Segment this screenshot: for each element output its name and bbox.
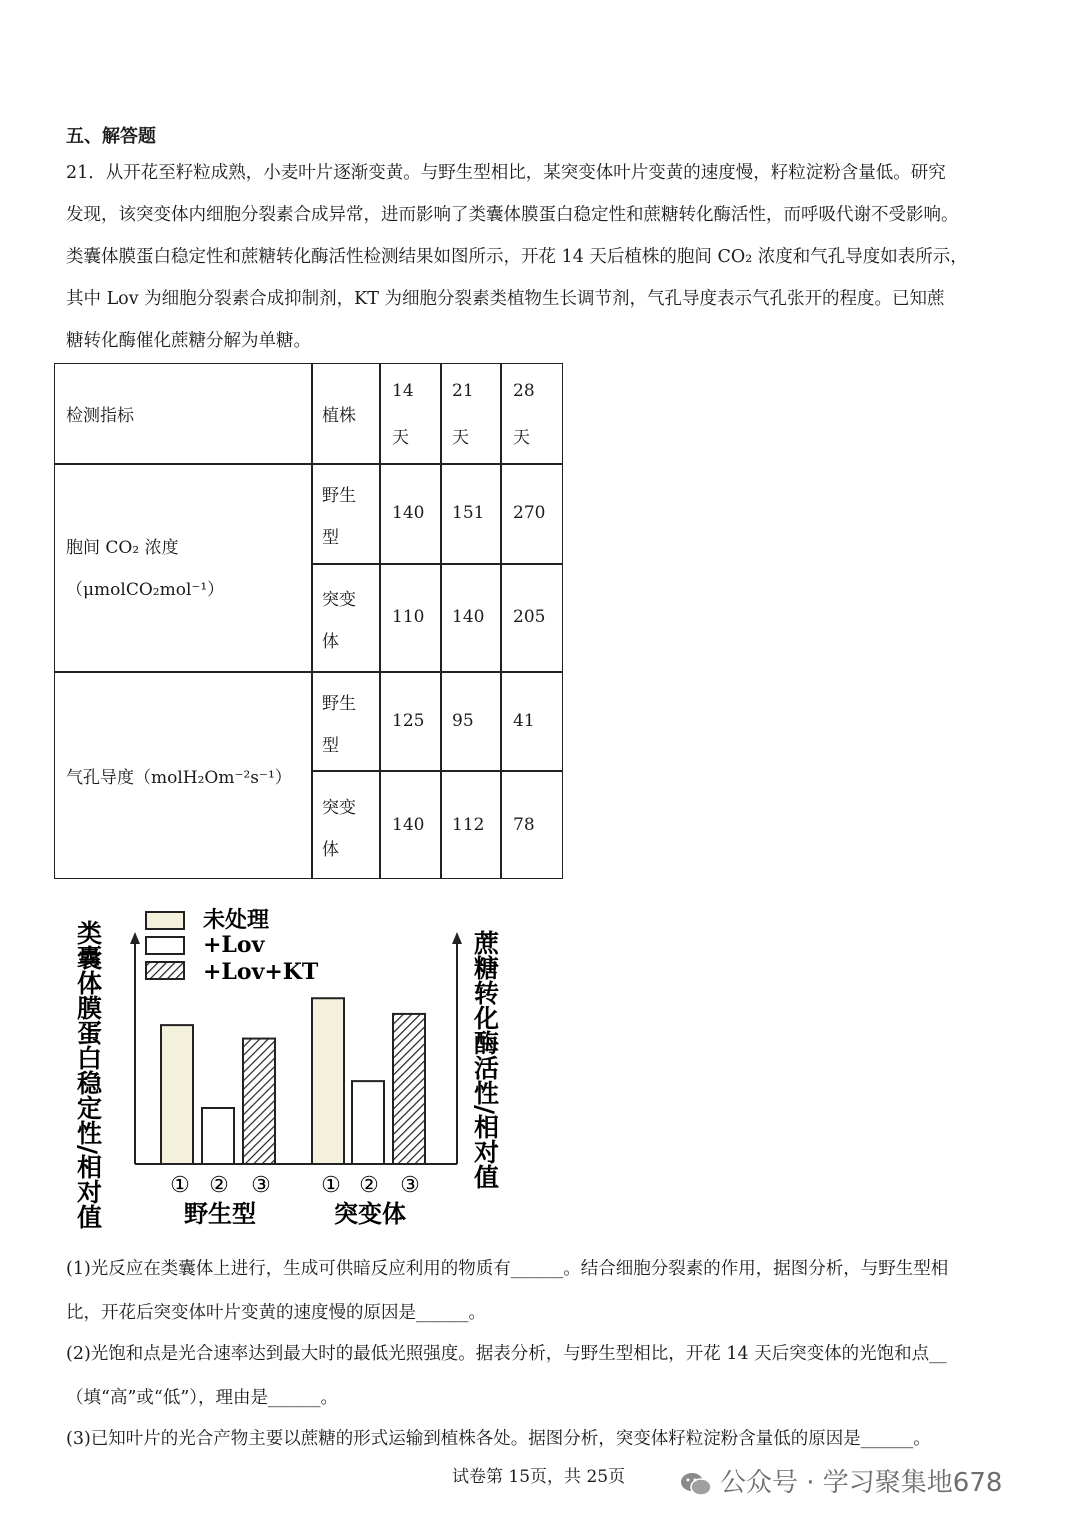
question-line-2: 发现，该突变体内细胞分裂素合成异常，进而影响了类囊体膜蛋白稳定性和蔗糖转化酶活性，而呼吸代谢不受影响。 (66, 205, 959, 225)
cell-value: 110 (392, 607, 425, 627)
row-plant: 野生 (322, 694, 356, 714)
bar-lovkt (243, 1039, 275, 1164)
cell-value: 151 (452, 503, 485, 523)
cell-value: 205 (513, 607, 546, 627)
header-14-day: 天 (392, 428, 409, 448)
table-divider (54, 671, 563, 673)
cell-value: 41 (513, 711, 535, 731)
header-indicator: 检测指标 (66, 406, 134, 426)
question-line-3: 类囊体膜蛋白稳定性和蔗糖转化酶活性检测结果如图所示，开花 14 天后植株的胞间 CO₂ 浓度和气孔导度如表所示， (66, 247, 968, 267)
cell-value: 125 (392, 711, 425, 731)
table-divider (440, 363, 442, 879)
cell-value: 140 (392, 503, 425, 523)
legend-lov: +Lov (203, 932, 265, 958)
header-14: 14 (392, 381, 414, 401)
legend-swatch-lov (146, 937, 184, 954)
bar-untreated (161, 1025, 193, 1164)
tick-label: ③ (251, 1173, 271, 1198)
left-y-axis-label: 类囊体膜蛋白稳定性/相对值 (73, 920, 103, 1230)
bars-group (161, 998, 425, 1164)
subquestion-3-line-1: (3)已知叶片的光合产物主要以蔗糖的形式运输到植株各处。据图分析，突变体籽粒淀粉含量低的原因是______。 (66, 1429, 931, 1449)
stomata-label: 气孔导度（molH₂Om⁻²s⁻¹） (66, 768, 292, 788)
bar-untreated (312, 998, 344, 1164)
row-plant: 体 (322, 840, 339, 860)
data-table (54, 363, 563, 879)
subquestion-1-line-2: 比，开花后突变体叶片变黄的速度慢的原因是______。 (66, 1303, 486, 1323)
cell-value: 95 (452, 711, 474, 731)
row-plant: 型 (322, 528, 339, 548)
watermark (680, 1462, 1002, 1499)
cell-value: 112 (452, 815, 485, 835)
table-divider (311, 563, 563, 565)
row-plant: 野生 (322, 486, 356, 506)
bar-lov (352, 1081, 384, 1164)
table-divider (500, 363, 502, 879)
bar-lov (202, 1108, 234, 1164)
header-21-day: 天 (452, 428, 469, 448)
header-plant: 植株 (322, 406, 356, 426)
group-label-mutant: 突变体 (334, 1199, 406, 1228)
cell-value: 140 (452, 607, 485, 627)
bar-lovkt (393, 1014, 425, 1164)
header-21: 21 (452, 381, 474, 401)
tick-label: ② (359, 1173, 379, 1198)
legend-untreated: 未处理 (203, 907, 270, 933)
row-plant: 型 (322, 736, 339, 756)
right-y-axis-label: 蔗糖转化酶活性/相对值 (470, 930, 500, 1190)
tick-label: ① (321, 1173, 341, 1198)
watermark-text: 公众号 · 学习聚集地678 (720, 1468, 1003, 1498)
co2-label: 胞间 CO₂ 浓度 (66, 538, 179, 558)
subquestion-1-line-1: (1)光反应在类囊体上进行，生成可供暗反应利用的物质有______。结合细胞分裂素的作用，据图分析，与野生型相 (66, 1259, 949, 1279)
legend-lovkt: +Lov+KT (203, 959, 319, 985)
wechat-icon (680, 1471, 712, 1497)
group-label-wild: 野生型 (184, 1199, 256, 1228)
tick-label: ② (209, 1173, 229, 1198)
legend-swatch-untreated (146, 912, 184, 929)
header-28-day: 天 (513, 428, 530, 448)
co2-unit: （μmolCO₂mol⁻¹） (66, 580, 225, 600)
subquestion-2-line-1: (2)光饱和点是光合速率达到最大时的最低光照强度。据表分析，与野生型相比，开花 14 天后突变体的光饱和点__ (66, 1344, 947, 1364)
section-title: 五、解答题 (66, 126, 156, 147)
bar-chart (60, 890, 530, 1235)
right-axis-arrow (452, 932, 462, 944)
legend-swatch-lovkt (146, 962, 184, 979)
row-plant: 体 (322, 632, 339, 652)
table-divider (54, 463, 563, 465)
table-divider (379, 363, 381, 879)
row-plant: 突变 (322, 590, 356, 610)
header-28: 28 (513, 381, 535, 401)
subquestion-2-line-2: （填“高”或“低”），理由是______。 (66, 1388, 339, 1408)
question-line-4: 其中 Lov 为细胞分裂素合成抑制剂，KT 为细胞分裂素类植物生长调节剂，气孔导度表示气孔张开的程度。已知蔗 (66, 289, 945, 309)
table-divider (311, 770, 563, 772)
table-border (54, 363, 563, 879)
page-footer: 试卷第 15页，共 25页 (452, 1467, 626, 1487)
tick-label: ③ (400, 1173, 420, 1198)
cell-value: 270 (513, 503, 546, 523)
question-line-5: 糖转化酶催化蔗糖分解为单糖。 (66, 331, 311, 351)
left-axis-arrow (130, 932, 140, 944)
row-plant: 突变 (322, 798, 356, 818)
table-divider (311, 363, 313, 879)
tick-label: ① (170, 1173, 190, 1198)
cell-value: 140 (392, 815, 425, 835)
cell-value: 78 (513, 815, 535, 835)
question-line-1: 21．从开花至籽粒成熟，小麦叶片逐渐变黄。与野生型相比，某突变体叶片变黄的速度慢，籽粒淀粉含量低。研究 (66, 163, 946, 183)
